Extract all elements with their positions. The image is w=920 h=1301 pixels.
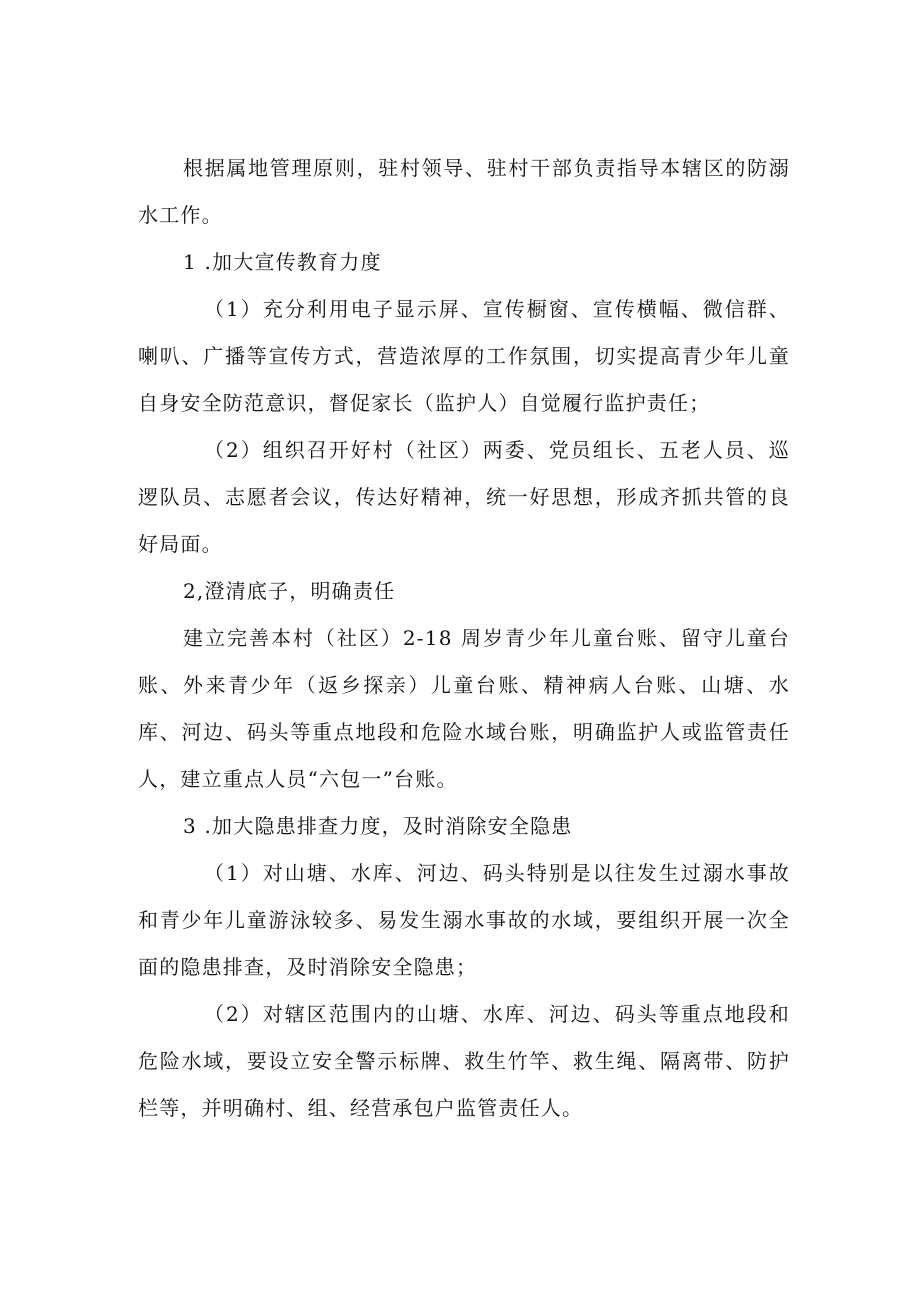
section-2-paragraph: 建立完善本村（社区）2-18 周岁青少年儿童台账、留守儿童台账、外来青少年（返乡探亲）儿童台账、精神病人台账、山塘、水库、河边、码头等重点地段和危险水域台账，明确监护人或监管责任人，建立重点人员“六包一”台账。 <box>138 626 790 791</box>
section-3-item-2: （2）对辖区范围内的山塘、水库、河边、码头等重点地段和危险水域，要设立安全警示标牌、救生竹竿、救生绳、隔离带、防护栏等，并明确村、组、经营承包户监管责任人。 <box>138 1002 790 1120</box>
section-heading-2: 2,澄清底子，明确责任 <box>183 579 396 603</box>
document-body <box>138 145 790 1132</box>
section-1-item-1: （1）充分利用电子显示屏、宣传橱窗、宣传横幅、微信群、喇叭、广播等宣传方式，营造浓厚的工作氛围，切实提高青少年儿童自身安全防范意识，督促家长（监护人）自觉履行监护责任； <box>138 297 790 415</box>
section-heading-3: 3 .加大隐患排查力度，及时消除安全隐患 <box>183 814 573 838</box>
section-heading-1: 1 .加大宣传教育力度 <box>183 250 382 274</box>
section-3-item-1: （1）对山塘、水库、河边、码头特别是以往发生过溺水事故和青少年儿童游泳较多、易发生溺水事故的水域，要组织开展一次全面的隐患排查，及时消除安全隐患； <box>138 861 790 979</box>
intro-paragraph: 根据属地管理原则，驻村领导、驻村干部负责指导本辖区的防溺水工作。 <box>138 156 790 227</box>
section-1-item-2: （2）组织召开好村（社区）两委、党员组长、五老人员、巡逻队员、志愿者会议，传达好精神，统一好思想，形成齐抓共管的良好局面。 <box>138 438 790 556</box>
